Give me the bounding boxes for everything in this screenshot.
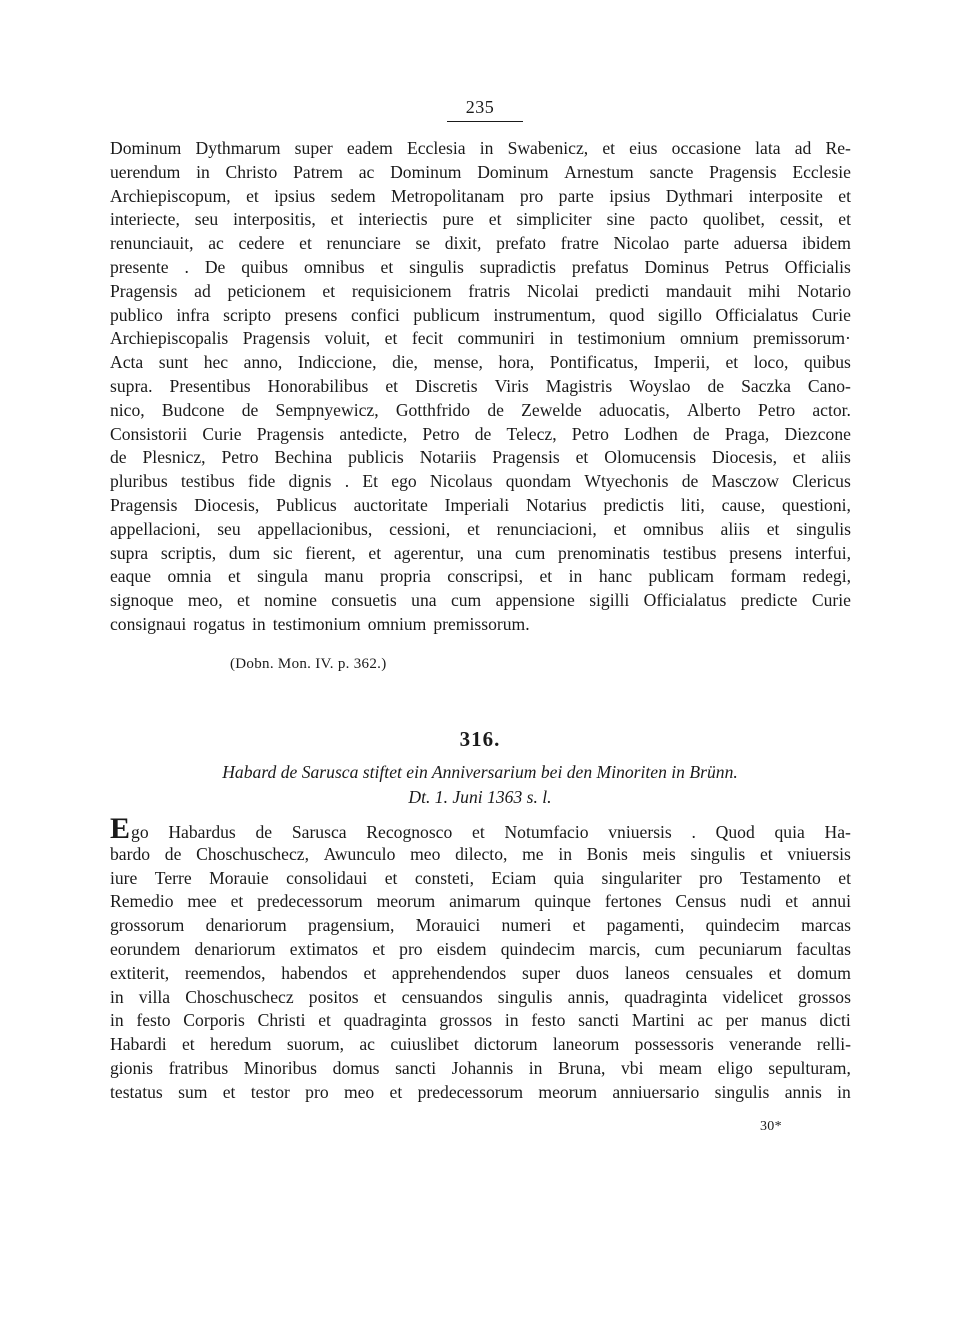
- text-line: Archiepiscopalis Pragensis voluit, et fecit communiri in testimonium omnium premissorum·: [110, 328, 851, 349]
- text-line: consignaui rogatus in testimonium omnium premissorum.: [110, 613, 530, 634]
- text-line: eorundem denariorum extimatos et pro eisdem quindecim marcis, cum pecuniarum facultas: [110, 938, 851, 959]
- page-number-rule: [447, 121, 523, 122]
- text-line: Pragensis Diocesis, Publicus auctoritate Imperiali Notarius predictis liti, cause, questioni,: [110, 494, 851, 515]
- text-line: Remedio mee et predecessorum meorum animarum quinque fertones Census nudi et annui: [110, 891, 851, 912]
- text-block-charter: [110, 812, 851, 1105]
- text-block-continued: [110, 137, 851, 637]
- text-line: publico infra scripto presens confici publicum instrumentum, quod sigillo Officialatus Curie: [110, 304, 851, 325]
- text-line: uerendum in Christo Patrem ac Dominum Dominum Arnestum sancte Pragensis Ecclesie: [110, 161, 851, 182]
- text-line: in festo Corporis Christi et quadraginta grossos in festo sancti Martini ac per manus dicti: [110, 1010, 851, 1031]
- text-line: interiecte, seu interpositis, et interiectis pure et simpliciter sine pacto quolibet, cessit, et: [110, 209, 851, 230]
- text-line: nico, Budcone de Sempnyewicz, Gotthfrido de Zewelde aduocatis, Alberto Petro actor.: [110, 399, 851, 420]
- text-line: signoque meo, et nomine consuetis una cum appensione sigilli Officialatus predicte Curie: [110, 590, 851, 611]
- page-number: 235: [465, 97, 495, 117]
- text-line: presente . De quibus omnibus et singulis supradictis prefatus Dominus Petrus Officialis: [110, 256, 851, 277]
- document-title: Habard de Sarusca stiftet ein Anniversarium bei den Minoriten in Brünn.: [222, 762, 738, 782]
- drop-initial: E: [110, 812, 131, 845]
- text-line: extiterit, reemendos, habendos et apprehendendos super duos laneos censuales et domum: [110, 962, 851, 983]
- text-line: de Plesnicz, Petro Bechina publicis Notariis Pragensis et Olomucensis Diocesis, et aliis: [110, 447, 851, 468]
- text-line: gionis fratribus Minoribus domus sancti Johannis in Bruna, vbi meam eligo sepulturam,: [110, 1057, 851, 1078]
- text-line: Dominum Dythmarum super eadem Ecclesia in Swabenicz, et eius occasione lata ad Re-: [110, 138, 851, 158]
- text-line: testatus sum et testor pro meo et predecessorum meorum anniuersario singulis annis in: [110, 1081, 851, 1102]
- text-line: eaque omnia et singula manu propria conscripsi, et in hanc publicam formam redegi,: [110, 566, 851, 587]
- text-line: Habardi et heredum suorum, ac cuiuslibet dictorum laneorum possessoris venerande relli-: [110, 1034, 851, 1055]
- document-date: Dt. 1. Juni 1363 s. l.: [408, 787, 552, 807]
- text-line: pluribus testibus fide dignis . Et ego Nicolaus quondam Wtyechonis de Masczow Clericus: [110, 471, 851, 492]
- text-line: Consistorii Curie Pragensis antedicte, Petro de Telecz, Petro Lodhen de Praga, Diezcone: [110, 423, 851, 444]
- text-line: bardo de Choschuschecz, Awunculo meo dilecto, me in Bonis meis singulis et vniuersis: [110, 843, 851, 864]
- text-line: appellacioni, seu appellacionibus, cessioni, et renunciacioni, et omnibus aliis et singulis: [110, 518, 851, 539]
- text-line: Archiepiscopum, et ipsius sedem Metropolitanam pro parte ipsius Dythmari interposite et: [110, 185, 851, 206]
- text-line: supra scriptis, dum sic fierent, et agerentur, una cum prenominatis testibus presens interfui,: [110, 542, 851, 563]
- text-line: in villa Choschuschecz positos et censuandos singulis annis, quadraginta videlicet grossos: [110, 986, 851, 1007]
- text-line: grossorum denariorum pragensium, Morauici numeri et pagamenti, quindecim marcas: [110, 915, 851, 936]
- signature-mark: 30*: [760, 1119, 782, 1134]
- document-number: 316.: [459, 727, 501, 751]
- text-line: Pragensis ad peticionem et requisicionem fratris Nicolai predicti mandauit mihi Notario: [110, 280, 851, 301]
- text-line: iure Terre Morauie consolidaui et consteti, Eciam quia singulariter pro Testamento et: [110, 867, 851, 888]
- text-line: Acta sunt hec anno, Indiccione, die, mense, hora, Pontificatus, Imperii, et loco, quibus: [110, 352, 851, 373]
- source-citation: (Dobn. Mon. IV. p. 362.): [230, 656, 387, 672]
- text-line: renunciauit, ac cedere et renunciare se dixit, prefato fratre Nicolao parte aduersa ibidem: [110, 233, 851, 254]
- text-line: supra. Presentibus Honorabilibus et Discretis Viris Magistris Woyslao de Saczka Cano-: [110, 375, 851, 396]
- text-line: Ego Habardus de Sarusca Recognosco et Notumfacio vniuersis . Quod quia Ha-: [110, 812, 851, 845]
